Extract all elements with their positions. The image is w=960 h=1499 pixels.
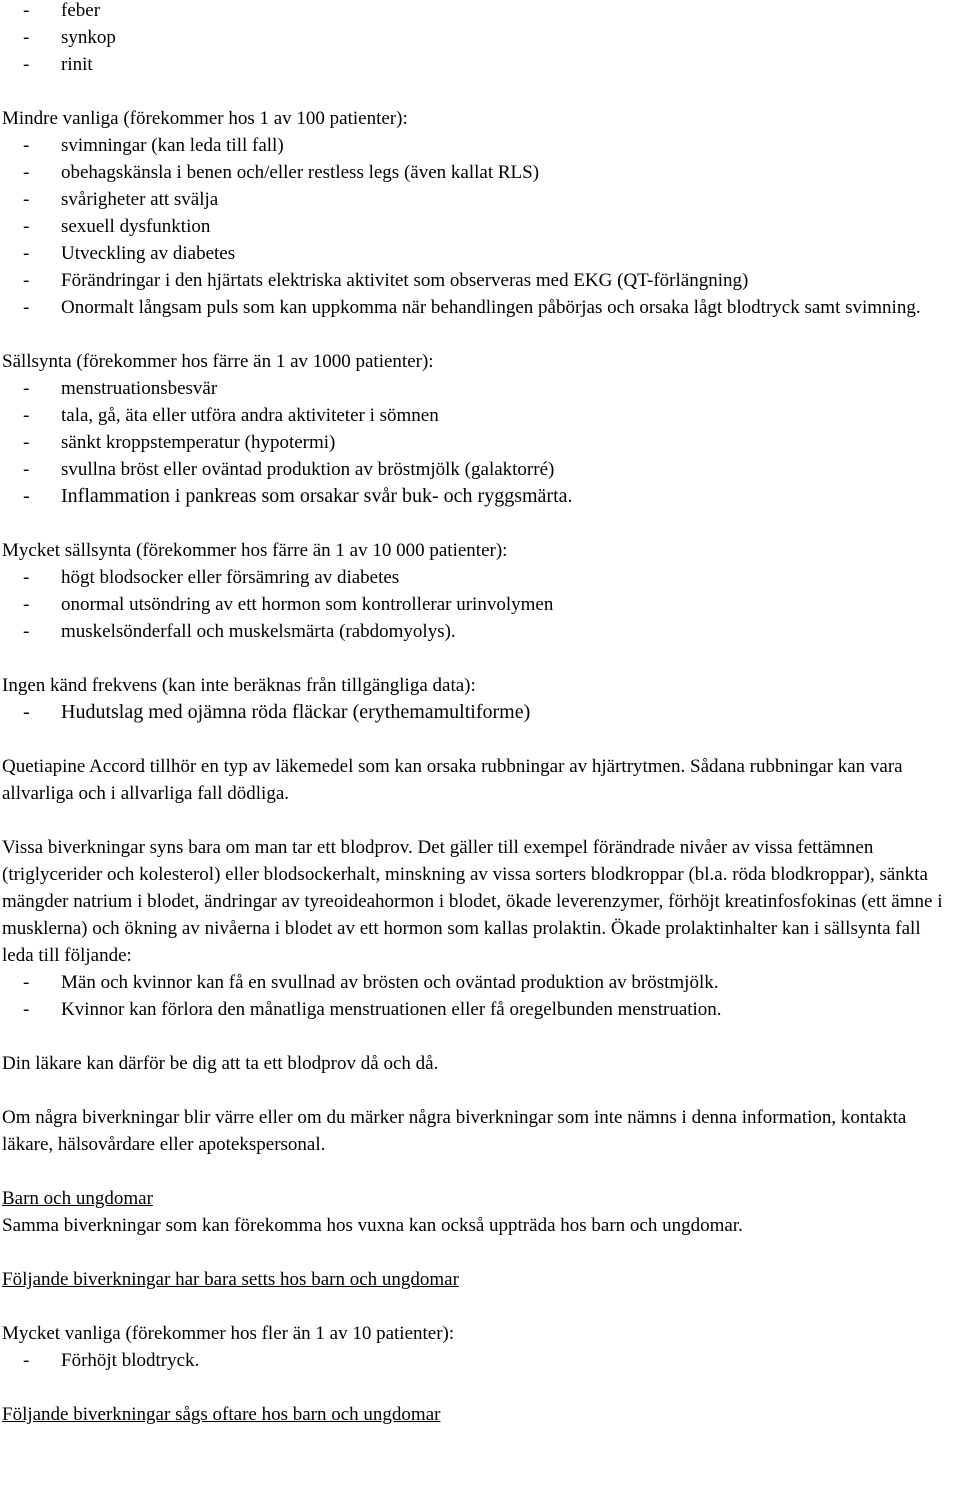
rare-list: [2, 375, 952, 510]
list-item: - svullna bröst eller oväntad produktion av bröstmjölk (galaktorré): [23, 459, 555, 480]
list-item: - feber: [23, 0, 101, 21]
list-item: - svårigheter att svälja: [23, 189, 219, 210]
intro-list: [2, 0, 952, 78]
section-heading-very-rare: Mycket sällsynta (förekommer hos färre än 1 av 10 000 patienter):: [2, 540, 508, 561]
children-only-heading: Följande biverkningar har bara setts hos barn och ungdomar: [2, 1269, 459, 1290]
list-item: - Förhöjt blodtryck.: [23, 1350, 200, 1371]
list-item: - Män och kvinnor kan få en svullnad av brösten och oväntad produktion av bröstmjölk.: [23, 972, 719, 993]
list-item: - tala, gå, äta eller utföra andra aktiviteter i sömnen: [23, 405, 439, 426]
unknown-list: [2, 699, 952, 726]
list-item: - Hudutslag med ojämna röda fläckar (erythemamultiforme): [23, 701, 531, 723]
doctor-paragraph: Din läkare kan därför be dig att ta ett blodprov då och då.: [2, 1053, 439, 1074]
list-item: - onormal utsöndring av ett hormon som kontrollerar urinvolymen: [23, 594, 554, 615]
list-item: - rinit: [23, 54, 93, 75]
list-item: - Utveckling av diabetes: [23, 243, 236, 264]
very-common-heading: Mycket vanliga (förekommer hos fler än 1 av 10 patienter):: [2, 1323, 455, 1344]
more-often-heading: Följande biverkningar sågs oftare hos barn och ungdomar: [2, 1404, 441, 1425]
section-heading-unknown: Ingen känd frekvens (kan inte beräknas från tillgängliga data):: [2, 675, 476, 696]
list-item: - sexuell dysfunktion: [23, 216, 211, 237]
list-item: - Inflammation i pankreas som orsakar svår buk- och ryggsmärta.: [23, 485, 573, 507]
section-heading-rare: Sällsynta (förekommer hos färre än 1 av 1000 patienter):: [2, 351, 434, 372]
uncommon-list: [2, 132, 952, 321]
list-item: - Onormalt långsam puls som kan uppkomma när behandlingen påbörjas och orsaka lågt blodtryck samt svimning.: [23, 297, 921, 318]
list-item: - menstruationsbesvär: [23, 378, 218, 399]
section-heading-uncommon: Mindre vanliga (förekommer hos 1 av 100 patienter):: [2, 108, 408, 129]
very-rare-list: [2, 564, 952, 645]
children-heading: Barn och ungdomar: [2, 1188, 153, 1209]
list-item: - obehagskänsla i benen och/eller restless legs (även kallat RLS): [23, 162, 540, 183]
children-text: Samma biverkningar som kan förekomma hos vuxna kan också uppträda hos barn och ungdomar.: [2, 1215, 743, 1236]
list-item: - svimningar (kan leda till fall): [23, 135, 284, 156]
prolactin-list: [2, 969, 952, 1023]
list-item: - Förändringar i den hjärtats elektriska aktivitet som observeras med EKG (QT-förlängning): [23, 270, 749, 291]
list-item: - muskelsönderfall och muskelsmärta (rabdomyolys).: [23, 621, 456, 642]
leaflet-document: [2, 0, 952, 1428]
list-item: - Kvinnor kan förlora den månatliga menstruationen eller få oregelbunden menstruation.: [23, 999, 722, 1020]
very-common-list: [2, 1347, 952, 1374]
contact-paragraph: Om några biverkningar blir värre eller om du märker några biverkningar som inte nämns i denna information, kontakta läkare, hälsovårdare eller apotekspersonal.: [2, 1107, 907, 1155]
list-item: - synkop: [23, 27, 116, 48]
heart-rhythm-paragraph: Quetiapine Accord tillhör en typ av läkemedel som kan orsaka rubbningar av hjärtrytmen. Sådana rubbningar kan vara allvarliga och i allvarliga fall dödliga.: [2, 756, 903, 804]
list-item: - sänkt kroppstemperatur (hypotermi): [23, 432, 336, 453]
list-item: - högt blodsocker eller försämring av diabetes: [23, 567, 400, 588]
blood-test-paragraph: Vissa biverkningar syns bara om man tar ett blodprov. Det gäller till exempel förändrade nivåer av vissa fettämnen (triglycerider och kolesterol) eller blodsockerhalt, minskning av vissa sorters blodkroppar (bl.a. röda blodkroppar), sänkta mängder natrium i blodet, ändringar av tyreoideahormon i blodet, ökade leverenzymer, förhöjt kreatinfosfokinas (ett ämne i musklerna) och ökning av nivåerna i blodet av ett hormon som kallas prolaktin. Ökade prolaktinhalter kan i sällsynta fall leda till följande:: [2, 837, 943, 966]
